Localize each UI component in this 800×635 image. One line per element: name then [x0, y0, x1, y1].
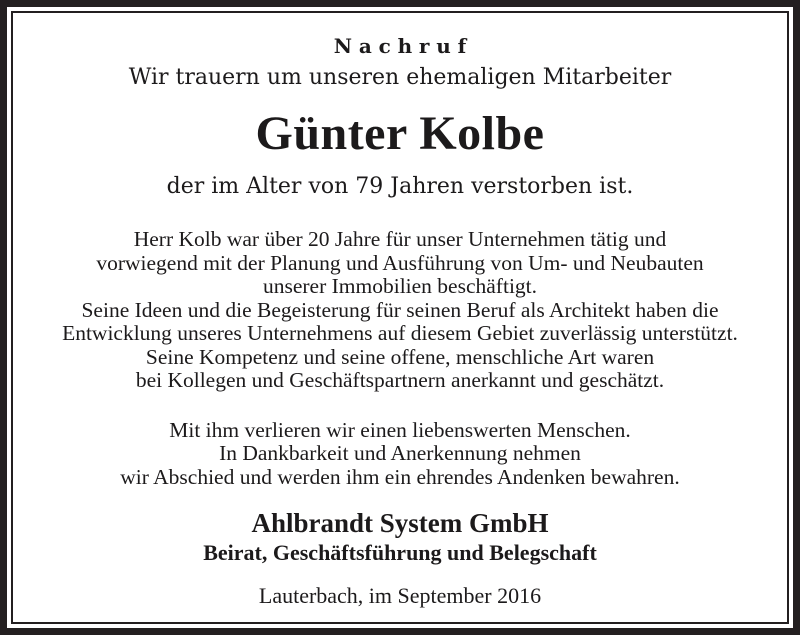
obituary-inner-frame	[11, 11, 789, 624]
company-name: Ahlbrandt System GmbH	[251, 508, 549, 538]
signatories-line: Beirat, Geschäftsführung und Belegschaft	[203, 540, 597, 565]
tribute-line-1: Herr Kolb war über 20 Jahre für unser Unternehmen tätig und	[133, 227, 667, 251]
tribute-line-3: unserer Immobilien beschäftigt.	[262, 274, 538, 298]
deceased-name: Günter Kolbe	[255, 107, 545, 160]
farewell-line-1: Mit ihm verlieren wir einen liebenswerten Menschen.	[169, 417, 631, 442]
farewell-paragraph	[13, 419, 787, 490]
intro-line: Wir trauern um unseren ehemaligen Mitarbeiter	[128, 65, 672, 90]
tribute-paragraph	[13, 228, 787, 393]
notice-kicker: Nachruf	[333, 34, 474, 58]
place-date-line: Lauterbach, im September 2016	[258, 583, 542, 608]
age-line: der im Alter von 79 Jahren verstorben ist.	[166, 174, 634, 199]
obituary-notice	[13, 35, 787, 624]
tribute-line-5: Entwicklung unseres Unternehmens auf diesem Gebiet zuverlässig unterstützt.	[62, 321, 738, 345]
tribute-line-7: bei Kollegen und Geschäftspartnern anerkannt und geschätzt.	[135, 368, 665, 392]
farewell-line-3: wir Abschied und werden ihm ein ehrendes Andenken bewahren.	[120, 464, 680, 489]
tribute-line-4: Seine Ideen und die Begeisterung für seinen Beruf als Architekt haben die	[81, 297, 719, 322]
farewell-line-2: In Dankbarkeit und Anerkennung nehmen	[219, 441, 581, 465]
tribute-line-2: vorwiegend mit der Planung und Ausführung von Um- und Neubauten	[96, 250, 704, 275]
tribute-line-6: Seine Kompetenz und seine offene, menschliche Art waren	[145, 344, 655, 369]
